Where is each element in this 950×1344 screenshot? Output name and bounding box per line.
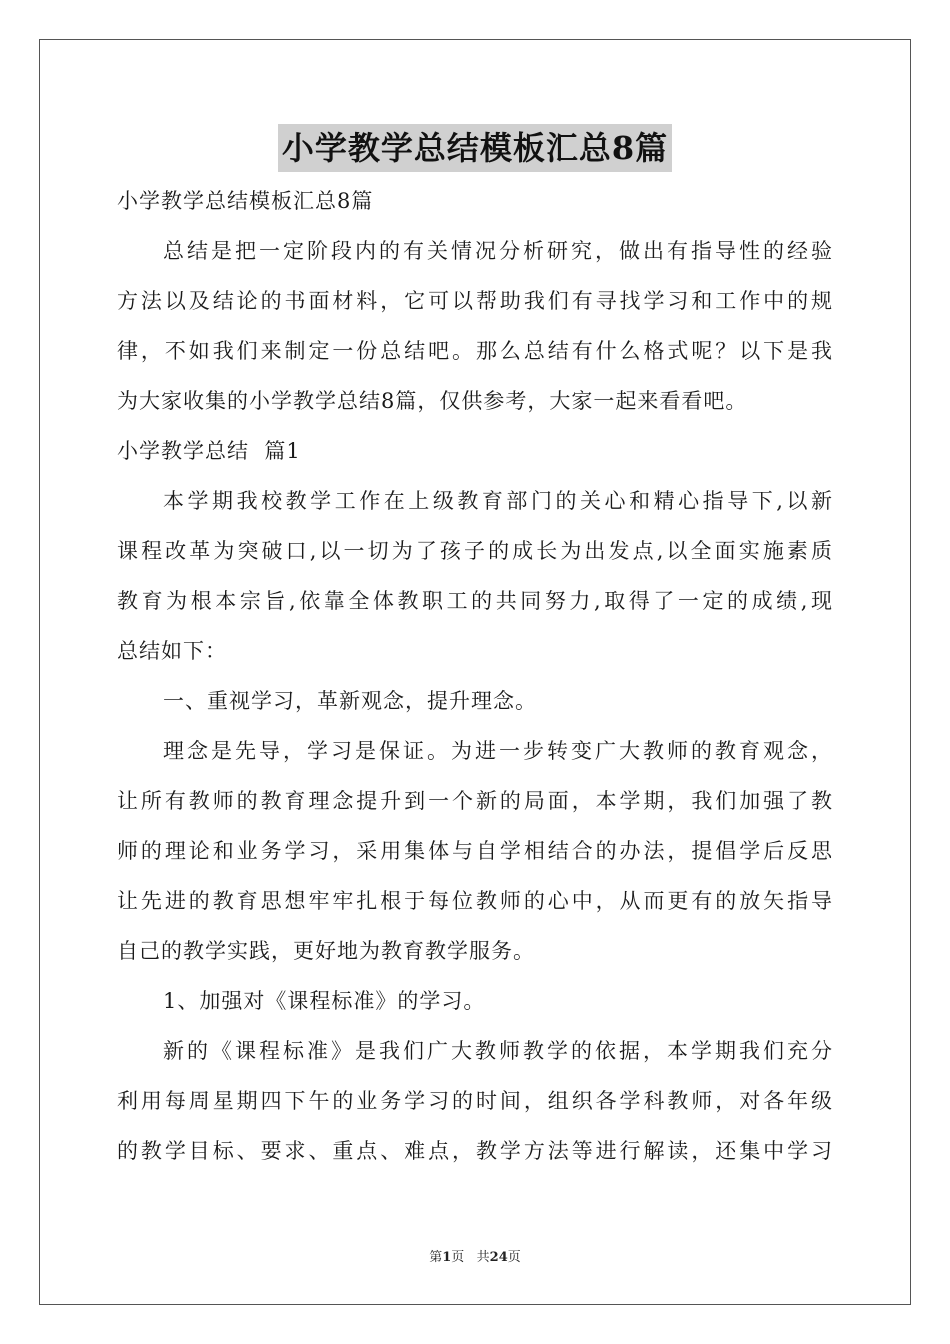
text-line: 总结是把一定阶段内的有关情况分析研究，做出有指导性的经验	[163, 239, 833, 263]
text-line: 1、加强对《课程标准》的学习。	[163, 989, 486, 1013]
text-line: 自己的教学实践，更好地为教育教学服务。	[117, 939, 535, 963]
text-line: 方法以及结论的书面材料，它可以帮助我们有寻找学习和工作中的规	[117, 289, 833, 313]
text-line: 本学期我校教学工作在上级教育部门的关心和精心指导下,以新	[163, 489, 833, 513]
text-line: 教育为根本宗旨,依靠全体教职工的共同努力,取得了一定的成绩,现	[117, 589, 833, 613]
footer-prefix: 第	[429, 1250, 443, 1265]
text-line: 一、重视学习，革新观念，提升理念。	[163, 689, 537, 713]
text-line: 课程改革为突破口,以一切为了孩子的成长为出发点,以全面实施素质	[117, 539, 833, 563]
document-title: 小学教学总结模板汇总8篇	[278, 124, 672, 172]
footer-page-suffix: 页 共	[451, 1250, 490, 1265]
footer-page-number: 1	[442, 1250, 452, 1265]
text-line: 师的理论和业务学习，采用集体与自学相结合的办法，提倡学后反思	[117, 839, 833, 863]
text-line: 律，不如我们来制定一份总结吧。那么总结有什么格式呢？以下是我	[117, 339, 833, 363]
page-footer	[0, 1246, 950, 1265]
text-line: 小学教学总结 篇1	[117, 439, 301, 463]
title-container	[0, 124, 950, 172]
text-line: 理念是先导，学习是保证。为进一步转变广大教师的教育观念，	[163, 739, 833, 763]
text-line: 的教学目标、要求、重点、难点，教学方法等进行解读，还集中学习	[117, 1139, 833, 1163]
document-body	[117, 176, 833, 1176]
footer-total-suffix: 页	[507, 1250, 521, 1265]
footer-total-pages: 24	[489, 1250, 508, 1265]
text-line: 让所有教师的教育理念提升到一个新的局面，本学期，我们加强了教	[117, 789, 833, 813]
text-line: 利用每周星期四下午的业务学习的时间，组织各学科教师，对各年级	[117, 1089, 833, 1113]
text-line: 新的《课程标准》是我们广大教师教学的依据，本学期我们充分	[163, 1039, 833, 1063]
text-line: 让先进的教育思想牢牢扎根于每位教师的心中，从而更有的放矢指导	[117, 889, 833, 913]
text-line: 小学教学总结模板汇总8篇	[117, 189, 374, 213]
text-line: 总结如下：	[117, 639, 227, 663]
text-line: 为大家收集的小学教学总结8篇，仅供参考，大家一起来看看吧。	[117, 389, 748, 413]
